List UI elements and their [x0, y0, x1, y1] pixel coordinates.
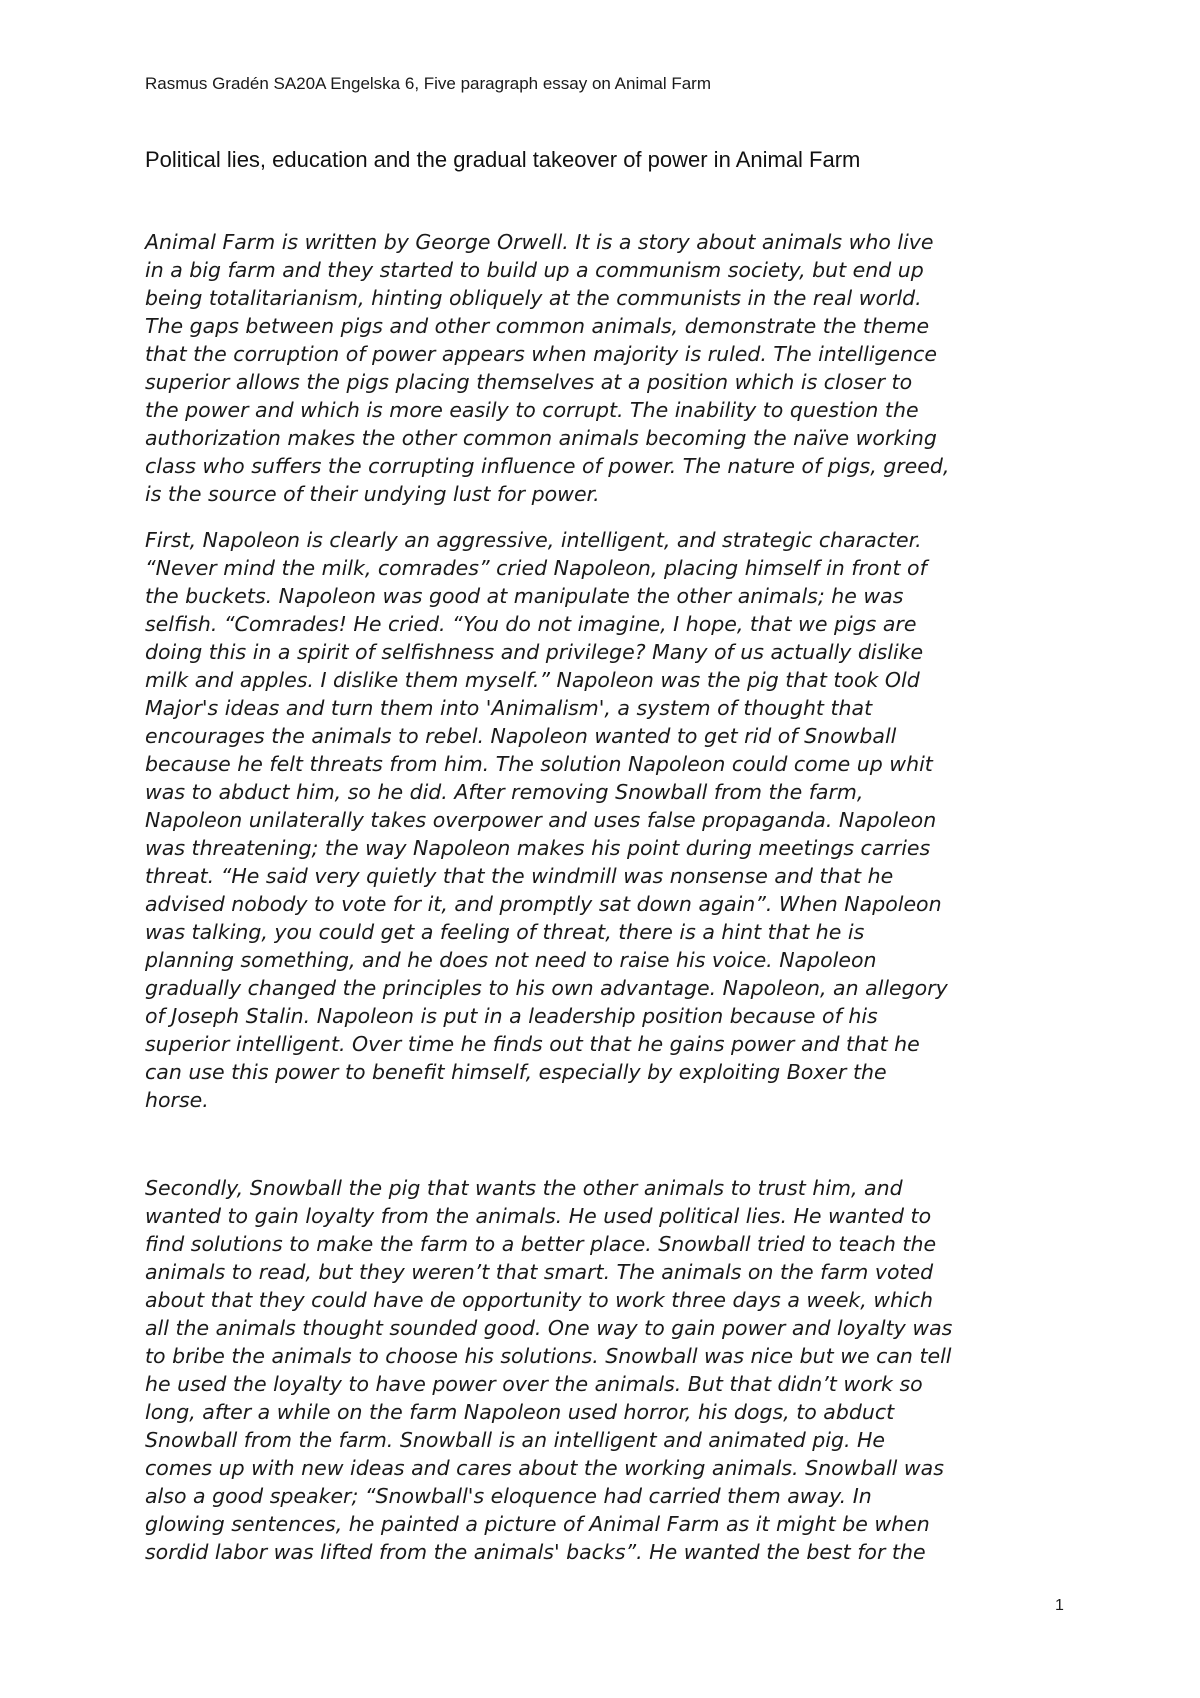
text-line: “Never mind the milk, comrades” cried Napoleon, placing himself in front of	[145, 556, 927, 580]
text-line: selfish. “Comrades! He cried. “You do not imagine, I hope, that we pigs are	[145, 612, 917, 636]
essay-title: Political lies, education and the gradual takeover of power in Animal Farm	[145, 147, 861, 172]
text-line: find solutions to make the farm to a better place. Snowball tried to teach the	[145, 1232, 937, 1256]
text-line: comes up with new ideas and cares about the working animals. Snowball was	[145, 1456, 944, 1480]
text-line: all the animals thought sounded good. One way to gain power and loyalty was	[145, 1316, 953, 1340]
text-line: Major's ideas and turn them into 'Animalism', a system of thought that	[145, 696, 873, 720]
text-line: sordid labor was lifted from the animals' backs”. He wanted the best for the	[145, 1540, 926, 1564]
text-line: authorization makes the other common animals becoming the naïve working	[145, 426, 937, 450]
text-line: he used the loyalty to have power over the animals. But that didn’t work so	[145, 1372, 923, 1396]
text-line: planning something, and he does not need to raise his voice. Napoleon	[145, 948, 877, 972]
text-line: the buckets. Napoleon was good at manipulate the other animals; he was	[145, 584, 904, 608]
text-line: Snowball from the farm. Snowball is an intelligent and animated pig. He	[145, 1428, 886, 1452]
text-line: horse.	[145, 1088, 209, 1112]
paragraph-napoleon	[145, 526, 1085, 1114]
text-line: doing this in a spirit of selfishness and privilege? Many of us actually dislike	[145, 640, 924, 664]
text-line: to bribe the animals to choose his solutions. Snowball was nice but we can tell	[145, 1344, 952, 1368]
paragraph-snowball	[145, 1174, 1085, 1566]
text-line: is the source of their undying lust for power.	[145, 482, 600, 506]
text-line: advised nobody to vote for it, and promptly sat down again”. When Napoleon	[145, 892, 942, 916]
text-line: class who suffers the corrupting influence of power. The nature of pigs, greed,	[145, 454, 950, 478]
text-line: about that they could have de opportunity to work three days a week, which	[145, 1288, 934, 1312]
text-line: was talking, you could get a feeling of threat, there is a hint that he is	[145, 920, 865, 944]
text-line: Secondly, Snowball the pig that wants the other animals to trust him, and	[145, 1176, 903, 1200]
text-line: gradually changed the principles to his own advantage. Napoleon, an allegory	[145, 976, 948, 1000]
text-line: in a big farm and they started to build up a communism society, but end up	[145, 258, 924, 282]
text-line: because he felt threats from him. The solution Napoleon could come up whit	[145, 752, 933, 776]
text-line: superior intelligent. Over time he finds out that he gains power and that he	[145, 1032, 920, 1056]
text-line: Animal Farm is written by George Orwell. It is a story about animals who live	[145, 230, 934, 254]
text-line: also a good speaker; “Snowball's eloquence had carried them away. In	[145, 1484, 872, 1508]
text-line: being totalitarianism, hinting obliquely at the communists in the real world.	[145, 286, 922, 310]
text-line: was threatening; the way Napoleon makes his point during meetings carries	[145, 836, 931, 860]
text-line: encourages the animals to rebel. Napoleon wanted to get rid of Snowball	[145, 724, 897, 748]
text-line: was to abduct him, so he did. After removing Snowball from the farm,	[145, 780, 864, 804]
text-line: superior allows the pigs placing themselves at a position which is closer to	[145, 370, 913, 394]
text-line: the power and which is more easily to corrupt. The inability to question the	[145, 398, 919, 422]
page-number: 1	[1055, 1597, 1064, 1614]
text-line: milk and apples. I dislike them myself.” Napoleon was the pig that took Old	[145, 668, 920, 692]
text-line: threat. “He said very quietly that the windmill was nonsense and that he	[145, 864, 894, 888]
text-line: of Joseph Stalin. Napoleon is put in a leadership position because of his	[145, 1004, 878, 1028]
page-header: Rasmus Gradén SA20A Engelska 6, Five paragraph essay on Animal Farm	[145, 74, 712, 93]
paragraph-introduction	[145, 228, 1085, 508]
text-line: can use this power to benefit himself, especially by exploiting Boxer the	[145, 1060, 887, 1084]
text-line: long, after a while on the farm Napoleon used horror, his dogs, to abduct	[145, 1400, 895, 1424]
text-line: Napoleon unilaterally takes overpower and uses false propaganda. Napoleon	[145, 808, 937, 832]
text-line: The gaps between pigs and other common animals, demonstrate the theme	[145, 314, 930, 338]
text-line: glowing sentences, he painted a picture of Animal Farm as it might be when	[145, 1512, 930, 1536]
text-line: animals to read, but they weren’t that smart. The animals on the farm voted	[145, 1260, 934, 1284]
text-line: First, Napoleon is clearly an aggressive, intelligent, and strategic character.	[145, 528, 922, 552]
text-line: wanted to gain loyalty from the animals. He used political lies. He wanted to	[145, 1204, 932, 1228]
text-line: that the corruption of power appears when majority is ruled. The intelligence	[145, 342, 938, 366]
